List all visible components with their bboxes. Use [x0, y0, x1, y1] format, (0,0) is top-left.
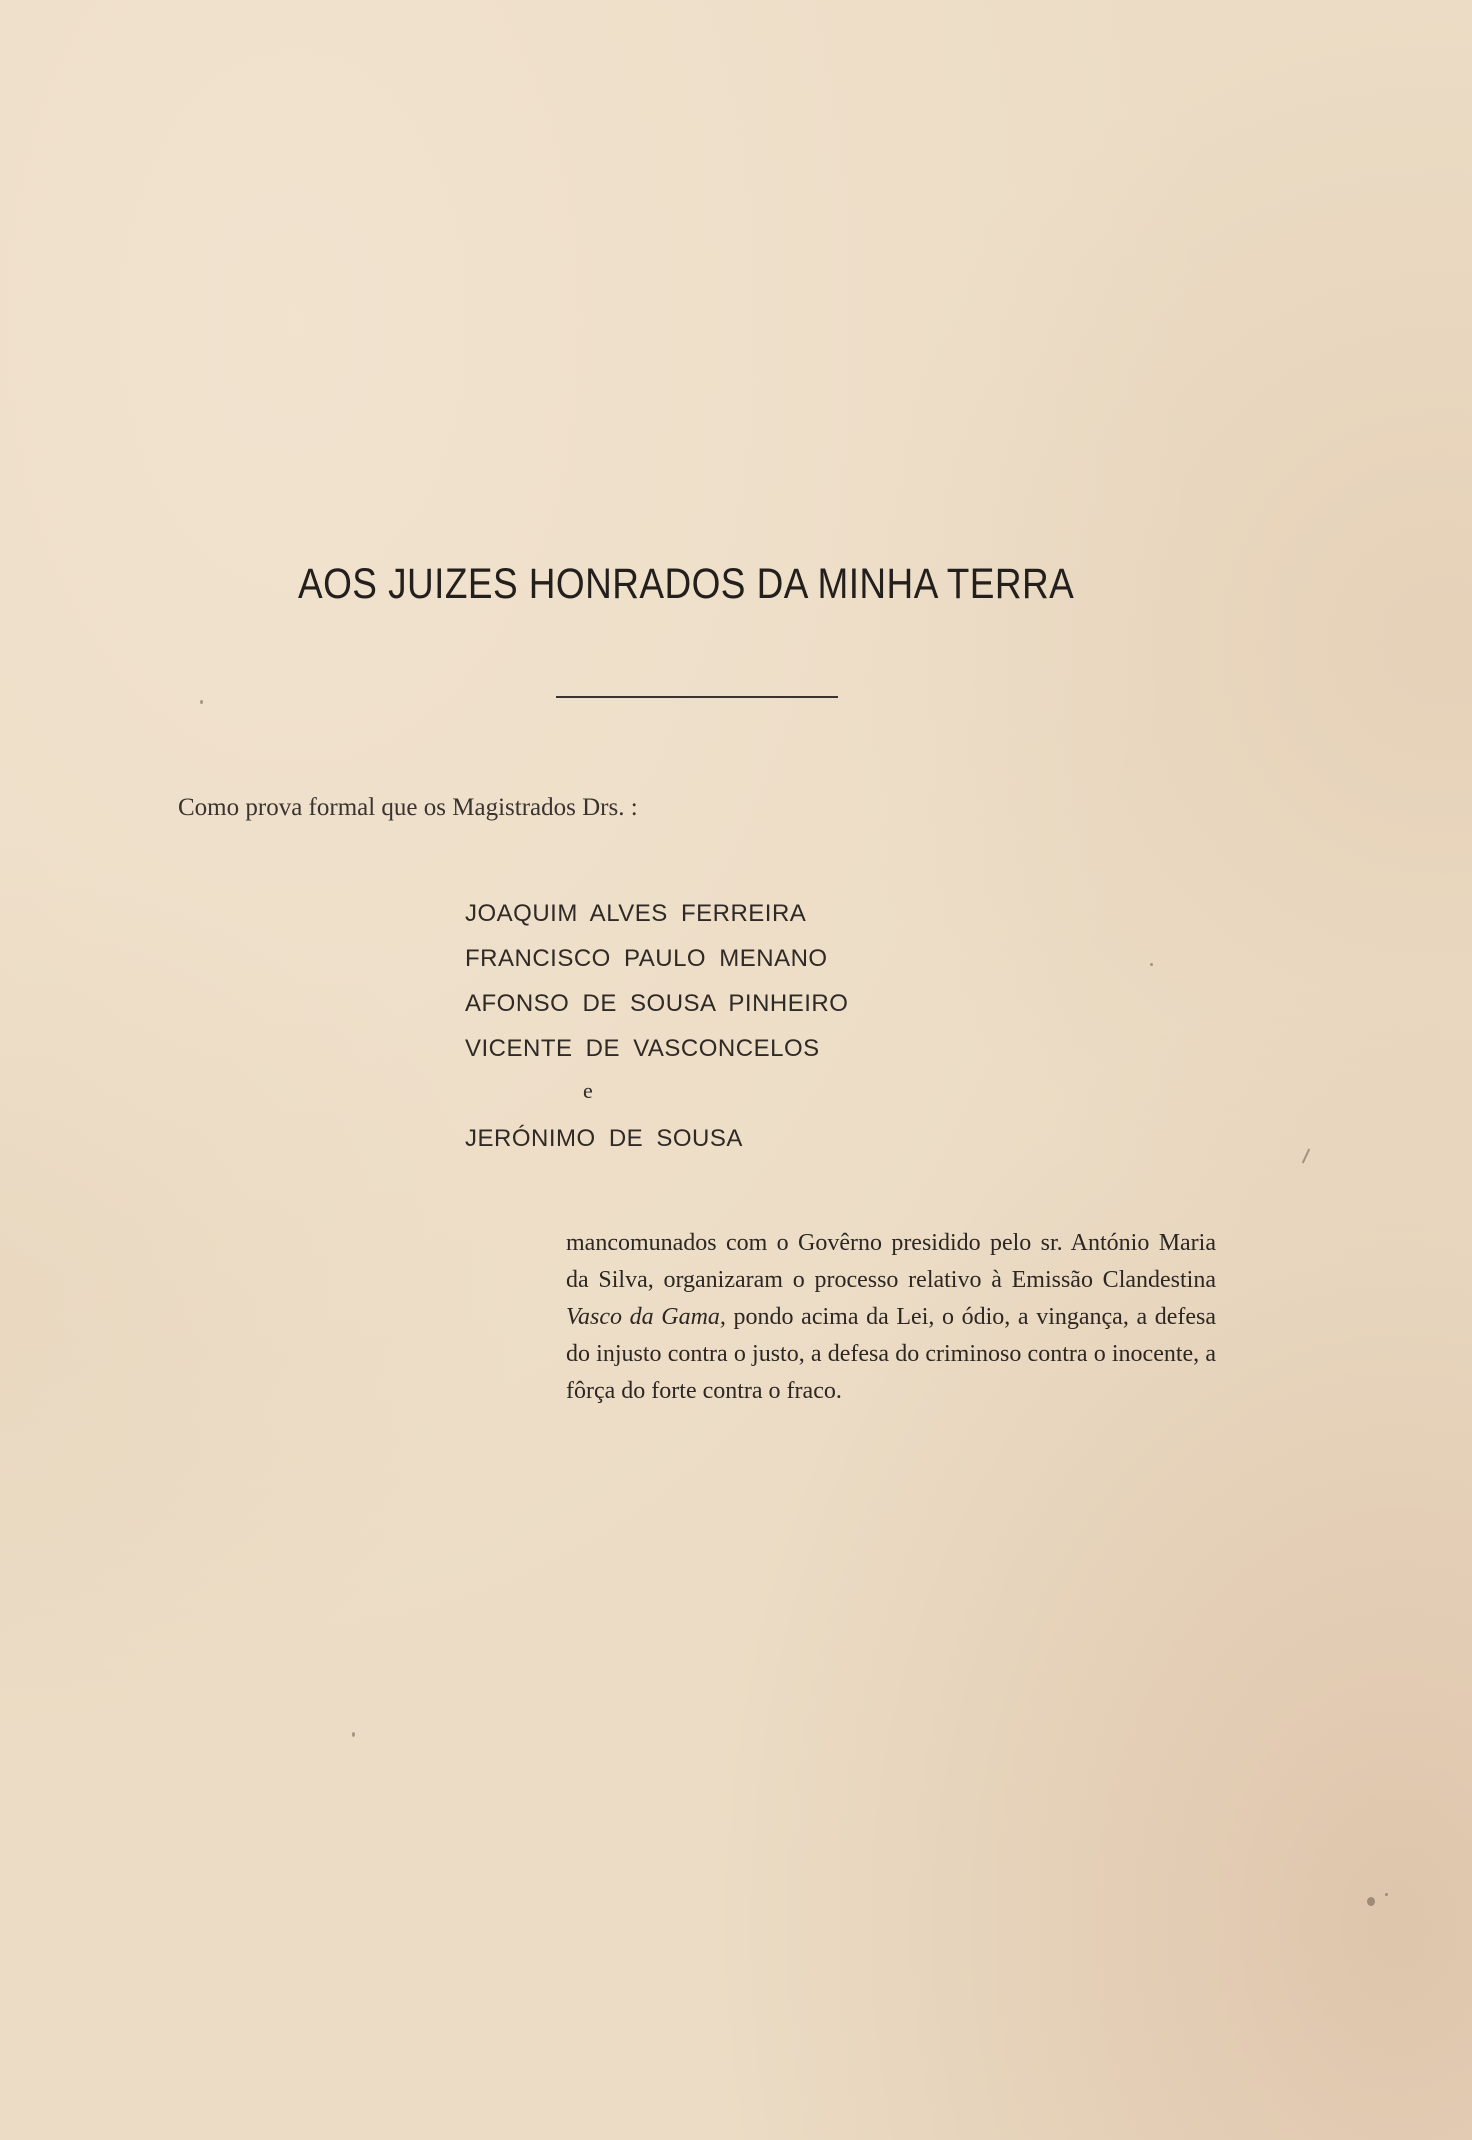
paragraph-text-end: pondo acima da Lei, o ódio, a vingança, a defesa do injusto contra o justo, a defesa do criminoso contra o inocente, a fôrça do forte contra o fraco. — [566, 1304, 1217, 1404]
title-divider — [556, 696, 838, 698]
paper-speck — [1385, 1893, 1388, 1896]
magistrate-name: JOAQUIM ALVES FERREIRA — [465, 900, 807, 927]
magistrate-name: FRANCISCO PAULO MENANO — [465, 945, 828, 972]
magistrate-name-last: JERÓNIMO DE SOUSA — [465, 1125, 743, 1152]
paper-speck — [1150, 963, 1153, 966]
paragraph-text-start: mancomunados com o Govêrno presidido pelo sr. António Maria da Silva, organizaram o processo relativo à Emissão Clandestina — [566, 1230, 1216, 1293]
paper-mark — [1302, 1148, 1311, 1163]
body-paragraph — [566, 1225, 1216, 1410]
page-title: AOS JUIZES HONRADOS DA MINHA TERRA — [298, 560, 1075, 608]
paragraph-italic-title: Vasco da Gama, — [566, 1304, 726, 1330]
paper-speck — [200, 700, 203, 704]
paper-speck — [1367, 1897, 1375, 1906]
magistrate-name: AFONSO DE SOUSA PINHEIRO — [465, 990, 849, 1017]
magistrate-name: VICENTE DE VASCONCELOS — [465, 1035, 820, 1062]
conjunction: e — [583, 1078, 594, 1103]
paper-speck — [352, 1732, 355, 1737]
intro-text: Como prova formal que os Magistrados Drs. : — [178, 794, 638, 821]
